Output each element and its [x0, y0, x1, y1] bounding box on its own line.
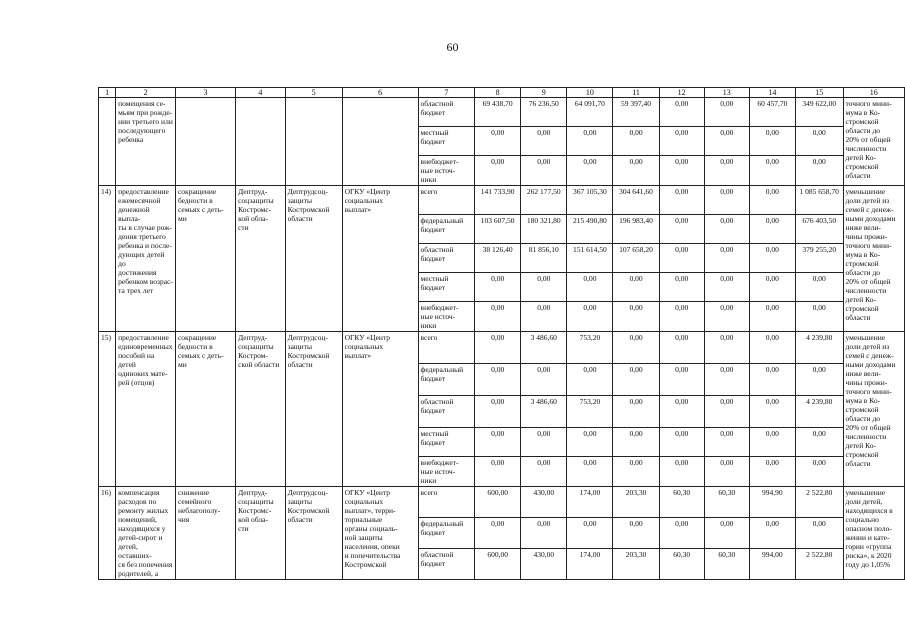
- amount-cell: 0,00: [613, 302, 659, 332]
- amount-cell: 0,00: [704, 98, 749, 127]
- amount-cell: 0,00: [795, 518, 843, 549]
- amount-cell: 0,00: [567, 273, 613, 302]
- amount-cell: 64 091,70: [567, 98, 613, 127]
- funding-source: местный бюджет: [418, 127, 475, 156]
- amount-cell: 3 486,60: [521, 396, 567, 428]
- amount-cell: 174,00: [567, 487, 613, 518]
- amount-cell: 600,00: [475, 487, 521, 518]
- table-row: [99, 186, 905, 215]
- amount-cell: 60,30: [659, 487, 704, 518]
- amount-cell: 0,00: [521, 428, 567, 457]
- amount-cell: 0,00: [567, 428, 613, 457]
- amount-cell: 0,00: [521, 273, 567, 302]
- amount-cell: 0,00: [475, 156, 521, 186]
- item-number: 16): [99, 487, 116, 580]
- item-number: [99, 98, 116, 186]
- amount-cell: 0,00: [659, 186, 704, 215]
- amount-cell: 0,00: [521, 302, 567, 332]
- amount-cell: 0,00: [659, 302, 704, 332]
- coordinator: Дептруд- соцзащиты Костромс- кой обла- сти: [236, 186, 286, 332]
- amount-cell: 0,00: [475, 457, 521, 487]
- amount-cell: 0,00: [704, 186, 749, 215]
- amount-cell: 0,00: [749, 244, 795, 273]
- amount-cell: 0,00: [749, 156, 795, 186]
- amount-cell: 0,00: [704, 332, 749, 364]
- amount-cell: 0,00: [704, 396, 749, 428]
- amount-cell: 0,00: [749, 396, 795, 428]
- amount-cell: 0,00: [704, 302, 749, 332]
- header-row: [99, 88, 905, 98]
- amount-cell: 0,00: [613, 457, 659, 487]
- funding-source: внебюджет- ные источ- ники: [418, 302, 475, 332]
- item-number: 15): [99, 332, 116, 487]
- measure-name: предоставление ежемесячной денежной выпла- ты в случае рож- дения третьего ребенка и после- дующих детей до достижения ребенком возрас- та трех лет: [116, 186, 176, 332]
- amount-cell: 0,00: [613, 127, 659, 156]
- expected-result: точного мини- мума в Ко- стромской области до 20% от общей численности детей Ко- стромской области: [843, 98, 905, 186]
- amount-cell: 994,00: [749, 549, 795, 580]
- amount-cell: 753,20: [567, 396, 613, 428]
- header-cell: 7: [418, 88, 475, 98]
- page-number: 60: [446, 40, 459, 54]
- funding-source: областной бюджет: [418, 244, 475, 273]
- amount-cell: 0,00: [749, 457, 795, 487]
- amount-cell: 0,00: [749, 302, 795, 332]
- amount-cell: 0,00: [704, 215, 749, 244]
- executor: ОГКУ «Центр социальных выплат», терри- ториальные органы социаль- ной защиты населения, опеки и попечительства Костромской: [342, 487, 418, 580]
- amount-cell: 0,00: [749, 518, 795, 549]
- amount-cell: 2 522,80: [795, 549, 843, 580]
- amount-cell: 0,00: [704, 156, 749, 186]
- amount-cell: 0,00: [704, 518, 749, 549]
- amount-cell: 0,00: [704, 364, 749, 396]
- amount-cell: 0,00: [795, 364, 843, 396]
- table-row: [99, 332, 905, 364]
- amount-cell: 753,20: [567, 332, 613, 364]
- header-cell: 5: [285, 88, 342, 98]
- header-cell: 2: [116, 88, 176, 98]
- funding-source: областной бюджет: [418, 549, 475, 580]
- amount-cell: 151 614,50: [567, 244, 613, 273]
- header-cell: 10: [567, 88, 613, 98]
- amount-cell: 0,00: [795, 156, 843, 186]
- responsible: [285, 98, 342, 186]
- amount-cell: 0,00: [749, 215, 795, 244]
- amount-cell: 0,00: [795, 302, 843, 332]
- amount-cell: 174,00: [567, 549, 613, 580]
- amount-cell: 103 607,50: [475, 215, 521, 244]
- amount-cell: 262 177,50: [521, 186, 567, 215]
- amount-cell: 0,00: [475, 428, 521, 457]
- amount-cell: 0,00: [749, 273, 795, 302]
- amount-cell: 0,00: [659, 457, 704, 487]
- funding-source: всего: [418, 332, 475, 364]
- amount-cell: 81 856,10: [521, 244, 567, 273]
- amount-cell: 0,00: [659, 215, 704, 244]
- header-cell: 3: [175, 88, 235, 98]
- header-cell: 12: [659, 88, 704, 98]
- amount-cell: 0,00: [567, 156, 613, 186]
- program-table: [98, 87, 905, 580]
- amount-cell: 0,00: [475, 127, 521, 156]
- amount-cell: 0,00: [475, 396, 521, 428]
- amount-cell: 0,00: [567, 364, 613, 396]
- amount-cell: 0,00: [659, 244, 704, 273]
- amount-cell: 107 658,20: [613, 244, 659, 273]
- amount-cell: 60,30: [704, 487, 749, 518]
- amount-cell: 0,00: [704, 244, 749, 273]
- coordinator: Дептруд- соцзащиты Костромс- кой обла- сти: [236, 487, 286, 580]
- amount-cell: 0,00: [704, 127, 749, 156]
- amount-cell: 0,00: [475, 364, 521, 396]
- amount-cell: 4 239,80: [795, 332, 843, 364]
- funding-source: областной бюджет: [418, 396, 475, 428]
- amount-cell: 0,00: [613, 364, 659, 396]
- responsible: Дептрудсоц- защиты Костромской области: [285, 332, 342, 487]
- header-cell: 4: [236, 88, 286, 98]
- amount-cell: 349 622,00: [795, 98, 843, 127]
- amount-cell: 180 321,80: [521, 215, 567, 244]
- responsible: Дептрудсоц- защиты Костромской области: [285, 186, 342, 332]
- amount-cell: 0,00: [613, 156, 659, 186]
- amount-cell: 60 457,70: [749, 98, 795, 127]
- funding-source: местный бюджет: [418, 273, 475, 302]
- item-number: 14): [99, 186, 116, 332]
- amount-cell: 430,00: [521, 487, 567, 518]
- funding-source: внебюджет- ные источ- ники: [418, 156, 475, 186]
- funding-source: федеральный бюджет: [418, 215, 475, 244]
- header-cell: 1: [99, 88, 116, 98]
- amount-cell: 0,00: [795, 127, 843, 156]
- amount-cell: 0,00: [704, 457, 749, 487]
- amount-cell: 60,30: [659, 549, 704, 580]
- amount-cell: 0,00: [567, 302, 613, 332]
- amount-cell: 2 522,80: [795, 487, 843, 518]
- amount-cell: 367 105,30: [567, 186, 613, 215]
- amount-cell: 0,00: [795, 428, 843, 457]
- header-cell: 15: [795, 88, 843, 98]
- amount-cell: 69 438,70: [475, 98, 521, 127]
- table-row: [99, 487, 905, 518]
- amount-cell: 0,00: [475, 302, 521, 332]
- funding-source: всего: [418, 186, 475, 215]
- executor: ОГКУ «Центр социальных выплат»: [342, 332, 418, 487]
- amount-cell: 0,00: [567, 518, 613, 549]
- amount-cell: 0,00: [659, 98, 704, 127]
- header-cell: 16: [843, 88, 905, 98]
- amount-cell: 676 403,50: [795, 215, 843, 244]
- coordinator: Дептруд- соцзащиты Костром- ской области: [236, 332, 286, 487]
- amount-cell: 59 397,40: [613, 98, 659, 127]
- amount-cell: 196 983,40: [613, 215, 659, 244]
- amount-cell: 0,00: [749, 332, 795, 364]
- amount-cell: 0,00: [659, 332, 704, 364]
- amount-cell: 4 239,80: [795, 396, 843, 428]
- amount-cell: 0,00: [613, 396, 659, 428]
- amount-cell: 0,00: [749, 364, 795, 396]
- measure-name: предоставление единовременных пособий на детей одиноких мате- рей (отцов): [116, 332, 176, 487]
- amount-cell: 0,00: [659, 396, 704, 428]
- amount-cell: 0,00: [659, 273, 704, 302]
- goal: [175, 98, 235, 186]
- amount-cell: 60,30: [704, 549, 749, 580]
- amount-cell: 0,00: [521, 518, 567, 549]
- header-cell: 11: [613, 88, 659, 98]
- coordinator: [236, 98, 286, 186]
- amount-cell: 994,90: [749, 487, 795, 518]
- responsible: Дептрудсоц- защиты Костромской области: [285, 487, 342, 580]
- amount-cell: 0,00: [521, 457, 567, 487]
- amount-cell: 0,00: [475, 332, 521, 364]
- amount-cell: 141 733,90: [475, 186, 521, 215]
- funding-source: местный бюджет: [418, 428, 475, 457]
- expected-result: уменьшение доли детей из семей с денеж- ными доходами ниже вели- чины прожи- точного мини- мума в Ко- стромской области до 20% от общей численности детей Ко- стромской области: [843, 186, 905, 332]
- amount-cell: 0,00: [659, 518, 704, 549]
- amount-cell: 0,00: [749, 127, 795, 156]
- amount-cell: 0,00: [749, 186, 795, 215]
- amount-cell: 0,00: [704, 273, 749, 302]
- funding-source: всего: [418, 487, 475, 518]
- funding-source: внебюджет- ные источ- ники: [418, 457, 475, 487]
- amount-cell: 0,00: [613, 273, 659, 302]
- amount-cell: 38 126,40: [475, 244, 521, 273]
- amount-cell: 76 236,50: [521, 98, 567, 127]
- amount-cell: 0,00: [613, 518, 659, 549]
- amount-cell: 0,00: [521, 156, 567, 186]
- executor: ОГКУ «Центр социальных выплат»: [342, 186, 418, 332]
- amount-cell: 0,00: [659, 364, 704, 396]
- amount-cell: 0,00: [749, 428, 795, 457]
- table-row: [99, 98, 905, 127]
- funding-source: областной бюджет: [418, 98, 475, 127]
- funding-source: федеральный бюджет: [418, 364, 475, 396]
- amount-cell: 304 641,60: [613, 186, 659, 215]
- amount-cell: 0,00: [567, 457, 613, 487]
- amount-cell: 0,00: [795, 273, 843, 302]
- header-cell: 14: [749, 88, 795, 98]
- header-cell: 6: [342, 88, 418, 98]
- amount-cell: 0,00: [567, 127, 613, 156]
- measure-name: компенсация расходов по ремонту жилых помещений, находящихся у детей-сирот и детей, оставших- ся без попечения родителей, а: [116, 487, 176, 580]
- amount-cell: 0,00: [475, 273, 521, 302]
- amount-cell: 0,00: [521, 364, 567, 396]
- header-cell: 9: [521, 88, 567, 98]
- amount-cell: 3 486,60: [521, 332, 567, 364]
- measure-name: помещения се- мьям при рожде- нии третьего или последующего ребенка: [116, 98, 176, 186]
- header-cell: 8: [475, 88, 521, 98]
- amount-cell: 0,00: [659, 156, 704, 186]
- amount-cell: 430,00: [521, 549, 567, 580]
- goal: сокращение бедности в семьях с деть- ми: [175, 332, 235, 487]
- amount-cell: 0,00: [659, 127, 704, 156]
- amount-cell: 215 490,80: [567, 215, 613, 244]
- amount-cell: 1 085 658,70: [795, 186, 843, 215]
- amount-cell: 203,30: [613, 549, 659, 580]
- amount-cell: 0,00: [704, 428, 749, 457]
- amount-cell: 0,00: [475, 518, 521, 549]
- expected-result: уменьшение доли детей, находящихся в социально опасном поло- жении и кате- гории «группа риска», к 2020 году до 1,05%: [843, 487, 905, 580]
- amount-cell: 203,30: [613, 487, 659, 518]
- executor: [342, 98, 418, 186]
- goal: снижение семейного неблагополу- чия: [175, 487, 235, 580]
- amount-cell: 600,00: [475, 549, 521, 580]
- amount-cell: 0,00: [795, 457, 843, 487]
- amount-cell: 0,00: [521, 127, 567, 156]
- amount-cell: 0,00: [659, 428, 704, 457]
- expected-result: уменьшение доли детей из семей с денеж- ными доходами ниже вели- чины прожи- точного мини- мума в Ко- стромской области до 20% от общей численности детей Ко- стромской области: [843, 332, 905, 487]
- funding-source: федеральный бюджет: [418, 518, 475, 549]
- header-cell: 13: [704, 88, 749, 98]
- goal: сокращение бедности в семьях с деть- ми: [175, 186, 235, 332]
- amount-cell: 0,00: [613, 428, 659, 457]
- amount-cell: 0,00: [613, 332, 659, 364]
- amount-cell: 379 255,20: [795, 244, 843, 273]
